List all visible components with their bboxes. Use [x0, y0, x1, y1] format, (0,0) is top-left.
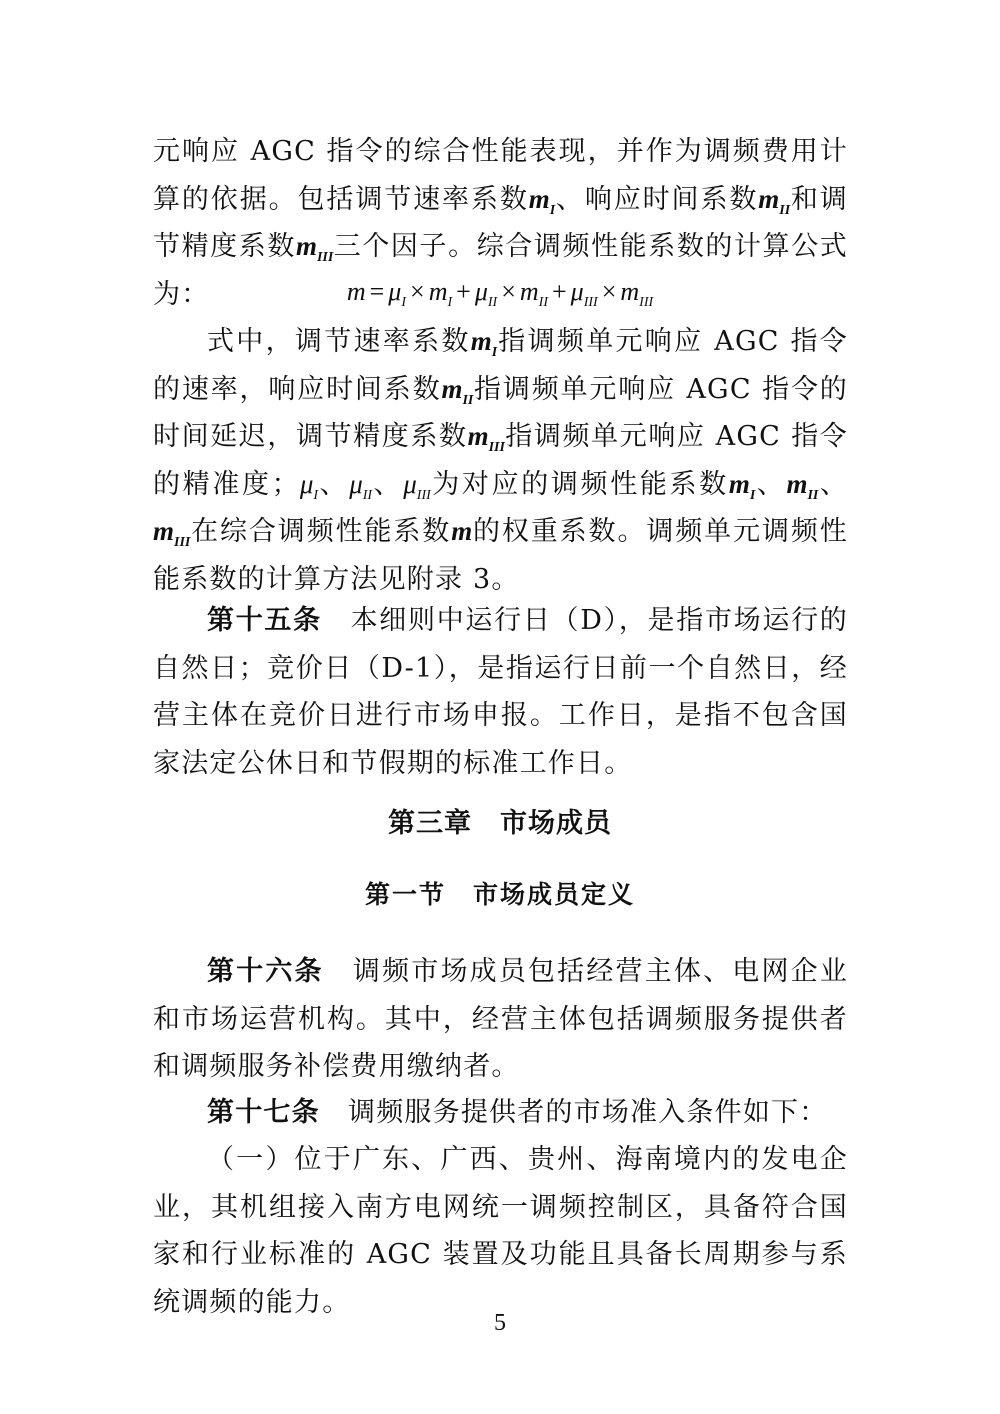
- list-item-1: （一）位于广东、广西、贵州、海南境内的发电企业，其机组接入南方电网统一调频控制区，具备符合国家和行业标准的 AGC 装置及功能且具备长周期参与系统调频的能力。: [153, 1144, 848, 1318]
- formula-composite-coefficient: $m = \mu_I \times m_I + \mu_{II} \times m_{II} + \mu_{III} \times m_{III}$: [346, 277, 654, 310]
- section-heading: 第一节 市场成员定义: [364, 880, 635, 909]
- article-label: 第十七条: [207, 1097, 320, 1128]
- article-16: 第十六条 调频市场成员包括经营主体、电网企业和市场运营机构。其中，经营主体包括调频服务提供者和调频服务补偿费用缴纳者。: [153, 956, 848, 1082]
- page-number: 5: [494, 1310, 506, 1336]
- paragraph-performance-coefficient: 元响应 AGC 指令的综合性能表现，并作为调频费用计算的依据。包括调节速率系数$m_I$、响应时间系数$m_{II}$和调节精度系数$m_{III}$三个因子。综合调频性能系数的计算公式为：: [153, 136, 848, 310]
- symbol-m2: $m_{II}$: [758, 183, 791, 218]
- symbol-m3: $m_{III}$: [295, 231, 334, 265]
- article-17: 第十七条 调频服务提供者的市场准入条件如下：: [207, 1097, 828, 1128]
- article-label: 第十六条: [207, 956, 324, 987]
- paragraph-formula-explanation: 式中，调节速率系数$m_I$指调频单元响应 AGC 指令的速率，响应时间系数$m_{II}$指调频单元响应 AGC 指令的时间延迟，调节精度系数$m_{III}$指调频单元响应 AGC 指令的精准度；$\mu_I$、$\mu_{II}$、$\mu_{III}$为对应的调频性能系数$m_I$、$m_{II}$、$m_{III}$在综合调频性能系数m的权重系数。调频单元调频性能系数的计算方法见附录 3。: [153, 326, 849, 595]
- article-15: 第十五条 本细则中运行日（D），是指市场运行的自然日；竞价日（D-1），是指运行日前一个自然日，经营主体在竞价日进行市场申报。工作日，是指不包含国家法定公休日和节假期的标准工作日。: [153, 605, 848, 779]
- chapter-heading: 第三章 市场成员: [388, 808, 612, 839]
- article-label: 第十五条: [207, 605, 322, 636]
- symbol-m1: $m_I$: [528, 183, 556, 218]
